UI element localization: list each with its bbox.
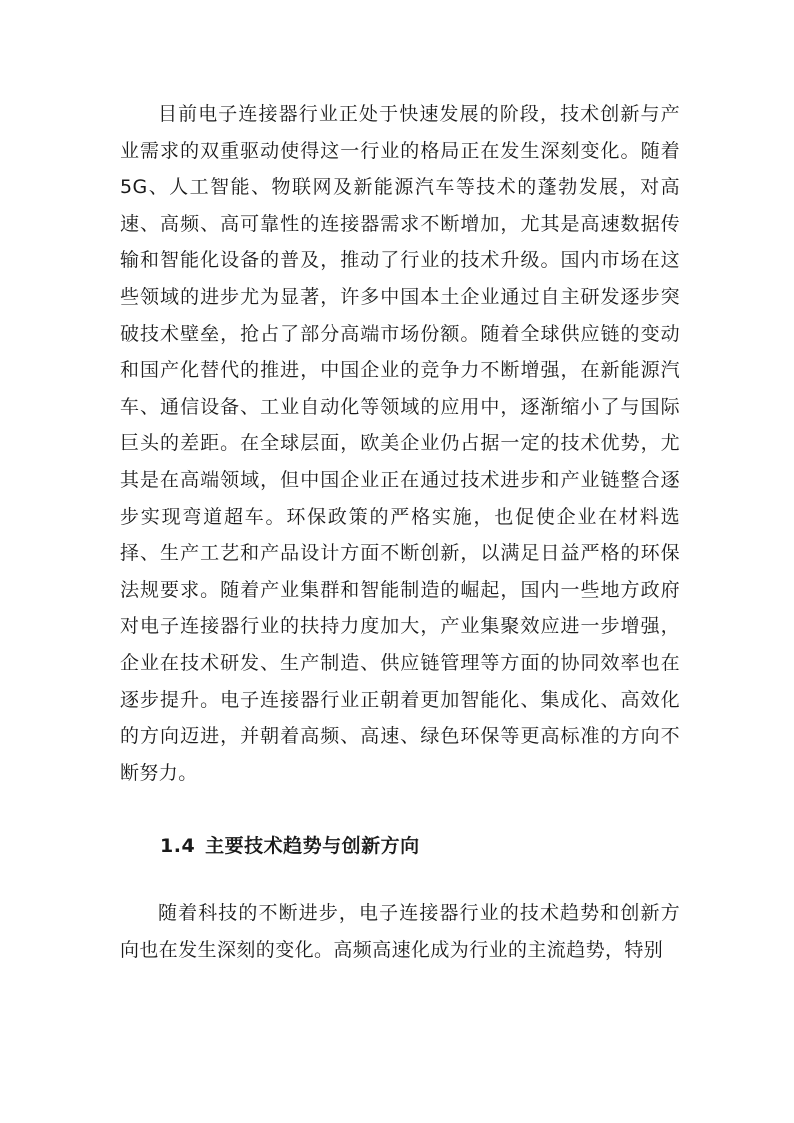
body-paragraph-industry-status: 目前电子连接器行业正处于快速发展的阶段，技术创新与产业需求的双重驱动使得这一行业的格局正在发生深刻变化。随着5G、人工智能、物联网及新能源汽车等技术的蓬勃发展，对高速、高频、高可靠性的连接器需求不断增加，尤其是高速数据传输和智能化设备的普及，推动了行业的技术升级。国内市场在这些领域的进步尤为显著，许多中国本土企业通过自主研发逐步突破技术壁垒，抢占了部分高端市场份额。随着全球供应链的变动和国产化替代的推进，中国企业的竞争力不断增强，在新能源汽车、通信设备、工业自动化等领域的应用中，逐渐缩小了与国际巨头的差距。在全球层面，欧美企业仍占据一定的技术优势，尤其是在高端领域，但中国企业正在通过技术进步和产业链整合逐步实现弯道超车。环保政策的严格实施，也促使企业在材料选择、生产工艺和产品设计方面不断创新，以满足日益严格的环保法规要求。随着产业集群和智能制造的崛起，国内一些地方政府对电子连接器行业的扶持力度加大，产业集聚效应进一步增强，企业在技术研发、生产制造、供应链管理等方面的协同效率也在逐步提升。电子连接器行业正朝着更加智能化、集成化、高效化的方向迈进，并朝着高频、高速、绿色环保等更高标准的方向不断努力。 bbox=[120, 103, 680, 784]
section-number: 1.4 bbox=[160, 835, 196, 858]
section-title: 主要技术趋势与创新方向 bbox=[205, 835, 420, 858]
document-body bbox=[120, 96, 680, 968]
body-paragraph-tech-trends: 随着科技的不断进步，电子连接器行业的技术趋势和创新方向也在发生深刻的变化。高频高速化成为行业的主流趋势，特别 bbox=[120, 902, 680, 961]
section-heading bbox=[160, 831, 680, 861]
